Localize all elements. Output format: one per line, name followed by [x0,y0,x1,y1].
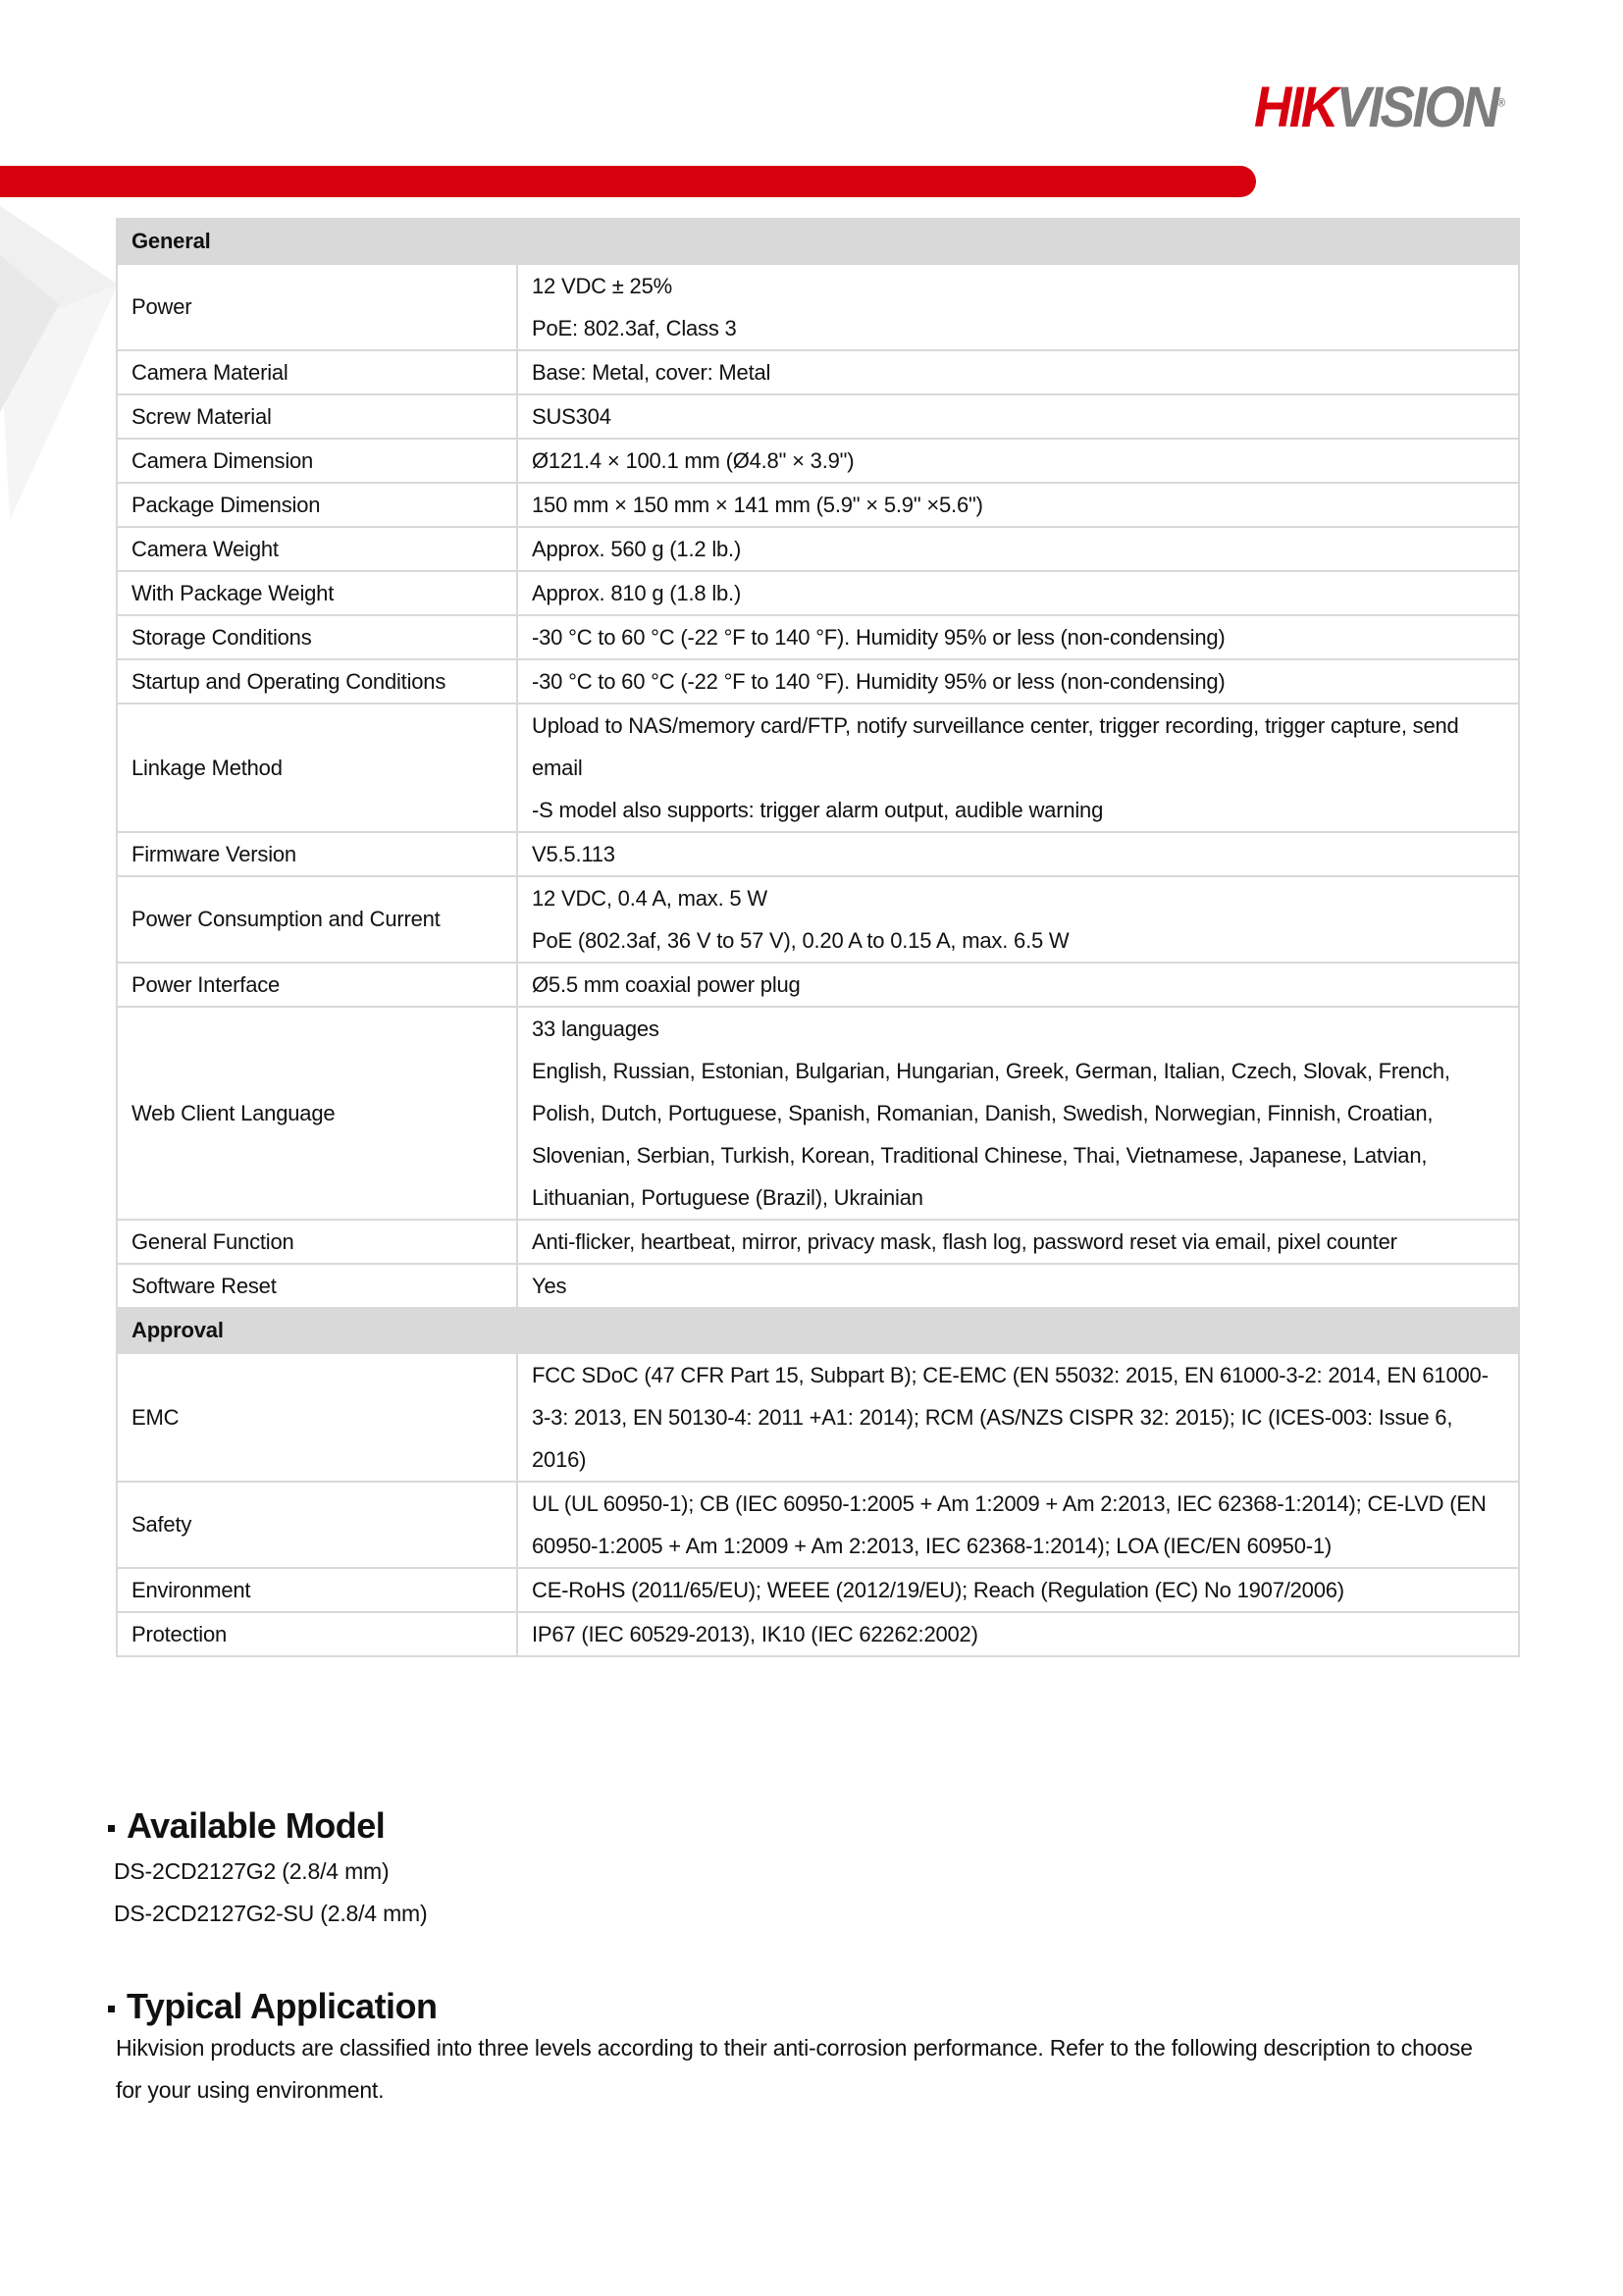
model-item: DS-2CD2127G2 (2.8/4 mm) [114,1858,390,1884]
spec-value [517,1482,1519,1568]
model-list [114,1851,427,1935]
spec-value-line: PoE (802.3af, 36 V to 57 V), 0.20 A to 0.15 A, max. 6.5 W [532,928,1070,953]
available-model-heading: Available Model [108,1805,385,1847]
spec-value [517,439,1519,483]
table-row [117,1220,1519,1264]
spec-label: Linkage Method [117,704,517,832]
typical-application-text: Hikvision products are classified into three levels according to their anti-corrosion performance. Refer to the following description to choose for your using environment. [116,2035,1473,2103]
table-row [117,1612,1519,1656]
spec-label: General Function [117,1220,517,1264]
spec-value [517,1264,1519,1308]
spec-value-line: Ø121.4 × 100.1 mm (Ø4.8" × 3.9") [532,448,855,473]
spec-label: Camera Material [117,350,517,394]
table-row [117,1568,1519,1612]
spec-value-line: FCC SDoC (47 CFR Part 15, Subpart B); CE-EMC (EN 55032: 2015, EN 61000-3-2: 2014, EN 61000-3-3: 2013, EN 50130-4: 2011 +A1: 2014); RCM (AS/NZS CISPR 32: 2015); IC (ICES-003: Issue 6, 2016) [532,1363,1489,1472]
spec-label: Screw Material [117,394,517,439]
spec-label: EMC [117,1353,517,1482]
table-row [117,1353,1519,1482]
decorative-watermark [0,196,128,530]
spec-label: Protection [117,1612,517,1656]
spec-label: Storage Conditions [117,615,517,659]
spec-label: Startup and Operating Conditions [117,659,517,704]
spec-value [517,832,1519,876]
section-title: General [117,219,1519,264]
section-header-row [117,1308,1519,1353]
spec-value-line: Approx. 810 g (1.8 lb.) [532,581,742,605]
table-row [117,350,1519,394]
spec-label: Power Consumption and Current [117,876,517,963]
spec-value [517,483,1519,527]
table-row [117,1007,1519,1220]
table-row [117,876,1519,963]
spec-label: Web Client Language [117,1007,517,1220]
spec-value [517,963,1519,1007]
spec-value-line: CE-RoHS (2011/65/EU); WEEE (2012/19/EU); Reach (Regulation (EC) No 1907/2006) [532,1578,1344,1602]
spec-value-line: UL (UL 60950-1); CB (IEC 60950-1:2005 + Am 1:2009 + Am 2:2013, IEC 62368-1:2014); CE-LVD (EN 60950-1:2005 + Am 1:2009 + Am 2:2013, IEC 62368-1:2014); LOA (IEC/EN 60950-1) [532,1491,1487,1558]
spec-value-line: English, Russian, Estonian, Bulgarian, Hungarian, Greek, German, Italian, Czech, Slovak, French, Polish, Dutch, Portuguese, Spanish, Romanian, Danish, Swedish, Norwegian, Finnish, Croatian, Slovenian, Serbian, Turkish, Korean, Traditional Chinese, Thai, Vietnamese, Japanese, Latvian, Lithuanian, Portuguese (Brazil), Ukrainian [532,1059,1450,1210]
header-red-bar [0,166,1256,197]
spec-value-line: Anti-flicker, heartbeat, mirror, privacy mask, flash log, password reset via email, pixel counter [532,1229,1397,1254]
spec-value [517,527,1519,571]
bullet-icon [108,1825,115,1832]
spec-value-line: -S model also supports: trigger alarm output, audible warning [532,798,1104,822]
spec-value [517,571,1519,615]
spec-value [517,1612,1519,1656]
table-row [117,659,1519,704]
spec-value-line: 12 VDC, 0.4 A, max. 5 W [532,886,767,911]
spec-label: Software Reset [117,1264,517,1308]
spec-value-line: SUS304 [532,404,611,429]
spec-value-line: Base: Metal, cover: Metal [532,360,771,385]
spec-value [517,704,1519,832]
spec-value-line: IP67 (IEC 60529-2013), IK10 (IEC 62262:2002) [532,1622,978,1646]
spec-label: Package Dimension [117,483,517,527]
spec-value [517,394,1519,439]
table-row [117,483,1519,527]
spec-label: With Package Weight [117,571,517,615]
table-row [117,1482,1519,1568]
spec-value [517,659,1519,704]
spec-value-line: Yes [532,1274,567,1298]
spec-label: Firmware Version [117,832,517,876]
section-header-row [117,219,1519,264]
table-row [117,615,1519,659]
spec-value-line: -30 °C to 60 °C (-22 °F to 140 °F). Humidity 95% or less (non-condensing) [532,625,1226,650]
model-item: DS-2CD2127G2-SU (2.8/4 mm) [114,1901,428,1926]
spec-label: Camera Weight [117,527,517,571]
table-row [117,1264,1519,1308]
spec-label: Power Interface [117,963,517,1007]
spec-table [116,218,1520,1657]
spec-value [517,1220,1519,1264]
spec-value-line: Ø5.5 mm coaxial power plug [532,972,801,997]
spec-value-line: V5.5.113 [532,842,615,866]
spec-value [517,350,1519,394]
table-row [117,704,1519,832]
table-row [117,394,1519,439]
spec-value-line: 150 mm × 150 mm × 141 mm (5.9" × 5.9" ×5.6") [532,493,983,517]
table-row [117,571,1519,615]
table-row [117,264,1519,350]
spec-value [517,615,1519,659]
typical-application-heading: Typical Application [108,1986,438,2027]
table-row [117,527,1519,571]
spec-value-line: Approx. 560 g (1.2 lb.) [532,537,742,561]
spec-value [517,264,1519,350]
table-row [117,439,1519,483]
spec-label: Camera Dimension [117,439,517,483]
spec-label: Power [117,264,517,350]
spec-value-line: -30 °C to 60 °C (-22 °F to 140 °F). Humidity 95% or less (non-condensing) [532,669,1226,694]
spec-value-line: PoE: 802.3af, Class 3 [532,316,737,340]
spec-value-line: 33 languages [532,1017,659,1041]
spec-value-line: Upload to NAS/memory card/FTP, notify surveillance center, trigger recording, trigger capture, send email [532,713,1459,780]
spec-value-line: 12 VDC ± 25% [532,274,672,298]
spec-value [517,876,1519,963]
hikvision-logo: HIKVISION® [1254,76,1503,139]
table-row [117,963,1519,1007]
table-row [117,832,1519,876]
spec-value [517,1353,1519,1482]
spec-label: Environment [117,1568,517,1612]
spec-value [517,1568,1519,1612]
section-title: Approval [117,1308,1519,1353]
spec-value [517,1007,1519,1220]
spec-label: Safety [117,1482,517,1568]
bullet-icon [108,2006,115,2012]
